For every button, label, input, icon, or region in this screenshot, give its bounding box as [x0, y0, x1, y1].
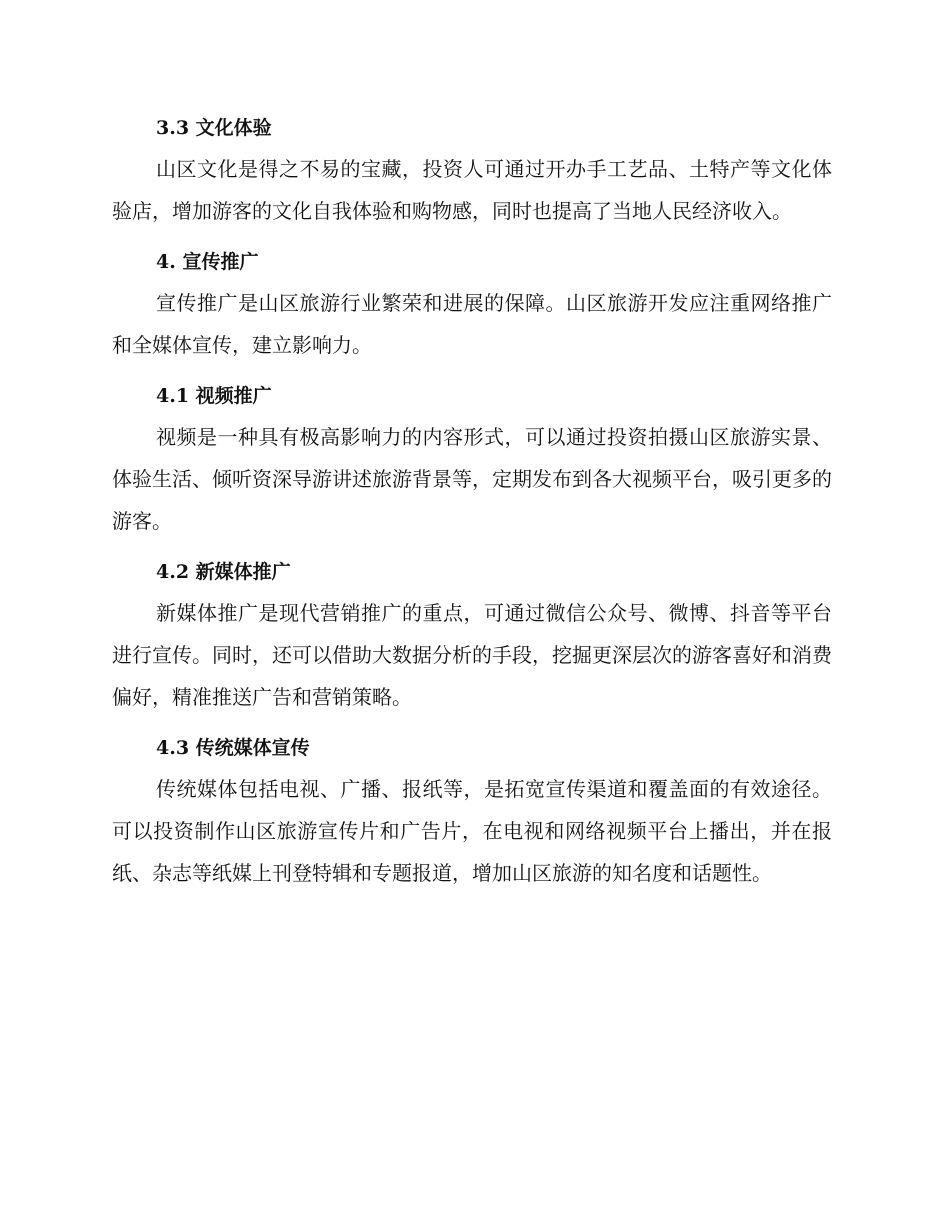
section-4	[112, 242, 832, 366]
section-paragraph: 视频是一种具有极高影响力的内容形式，可以通过投资拍摄山区旅游实景、体验生活、倾听资深导游讲述旅游背景等，定期发布到各大视频平台，吸引更多的游客。	[112, 425, 832, 533]
section-paragraph: 新媒体推广是现代营销推广的重点，可通过微信公众号、微博、抖音等平台进行宣传。同时，还可以借助大数据分析的手段，挖掘更深层次的游客喜好和消费偏好，精准推送广告和营销策略。	[112, 601, 832, 709]
document-page	[112, 108, 832, 904]
section-4-2	[112, 552, 832, 718]
section-heading: 4.1 视频推广	[156, 385, 272, 407]
section-heading: 4.3 传统媒体宣传	[156, 737, 310, 759]
section-4-1	[112, 376, 832, 542]
section-heading: 3.3 文化体验	[156, 117, 272, 139]
section-3-3	[112, 108, 832, 232]
section-paragraph: 山区文化是得之不易的宝藏，投资人可通过开办手工艺品、土特产等文化体验店，增加游客的文化自我体验和购物感，同时也提高了当地人民经济收入。	[112, 157, 832, 223]
section-paragraph: 宣传推广是山区旅游行业繁荣和进展的保障。山区旅游开发应注重网络推广和全媒体宣传，建立影响力。	[112, 291, 832, 357]
section-heading: 4.2 新媒体推广	[156, 561, 291, 583]
section-paragraph: 传统媒体包括电视、广播、报纸等，是拓宽宣传渠道和覆盖面的有效途径。可以投资制作山区旅游宣传片和广告片，在电视和网络视频平台上播出，并在报纸、杂志等纸媒上刊登特辑和专题报道，增加山区旅游的知名度和话题性。	[112, 777, 832, 885]
section-4-3	[112, 728, 832, 894]
section-heading: 4. 宣传推广	[156, 251, 259, 273]
